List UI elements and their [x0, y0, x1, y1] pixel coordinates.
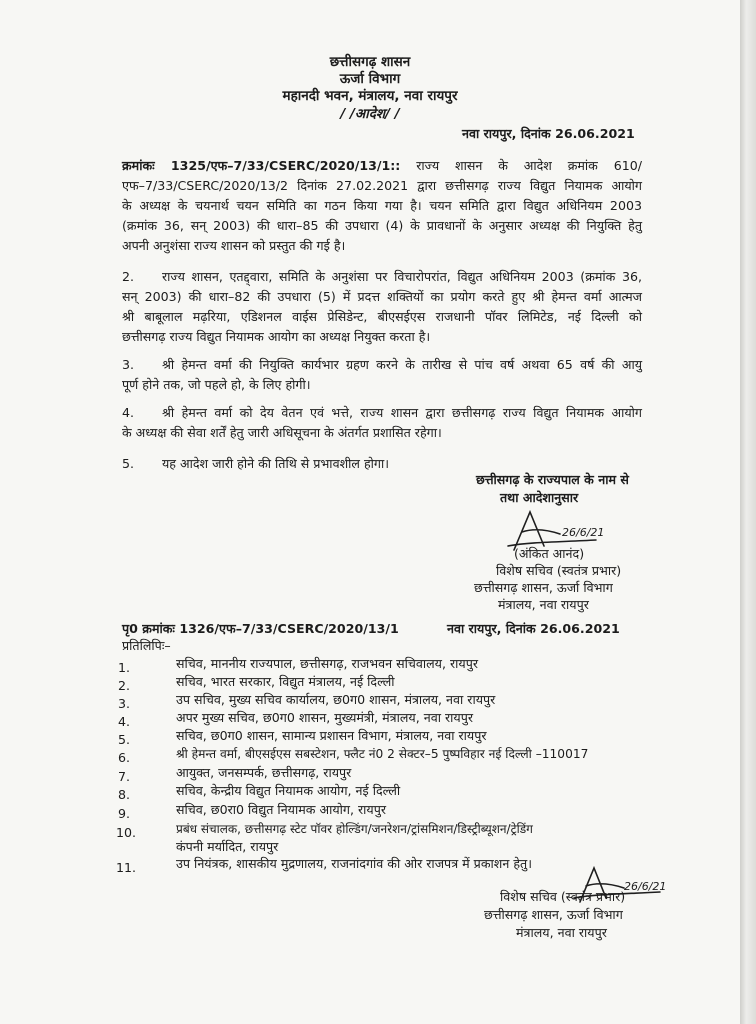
office-address: महानदी भवन, मंत्रालय, नवा रायपुर	[282, 88, 458, 104]
order-ref-number: क्रमांकः 1325/एफ–7/33/CSERC/2020/13/1::	[122, 158, 401, 173]
recipient-number: 10.	[116, 825, 137, 840]
recipient-text: आयुक्त, जनसम्पर्क, छत्तीसगढ़, रायपुर	[176, 765, 352, 780]
order-title: / /आदेश/ /	[340, 106, 400, 122]
recipient-text: उप नियंत्रक, शासकीय मुद्रणालय, राजनांदगांव की ओर राजपत्र में प्रकाशन हेतु।	[176, 856, 532, 871]
recipient-number: 9.	[118, 806, 131, 821]
recipient-number: 11.	[116, 860, 137, 875]
authority-line1: छत्तीसगढ़ के राज्यपाल के नाम से	[476, 472, 629, 487]
para4-line2: के अध्यक्ष की सेवा शर्तें हेतु जारी अधिसूचना के अंतर्गत प्रशासित रहेगा।	[122, 425, 442, 440]
signature-1-date: 26/6/21	[562, 526, 605, 539]
para1-line1-text: राज्य शासन के आदेश क्रमांक 610/	[416, 158, 642, 173]
recipient-text: श्री हेमन्त वर्मा, बीएसईएस सबस्टेशन, फ्लैट नं0 2 सेक्टर–5 पुष्पविहार नई दिल्ली –110017	[176, 747, 589, 761]
para3-number: 3.	[122, 357, 135, 372]
endorser-department: छत्तीसगढ़ शासन, ऊर्जा विभाग	[484, 907, 623, 922]
recipient-text: अपर मुख्य सचिव, छ0ग0 शासन, मुख्यमंत्री, मंत्रालय, नवा रायपुर	[176, 710, 474, 725]
recipient-number: 2.	[118, 678, 131, 693]
para1-line5: अपनी अनुशंसा राज्य शासन को प्रस्तुत की गई है।	[122, 238, 346, 253]
para2-number: 2.	[122, 269, 135, 284]
signature-2-date: 26/6/21	[624, 880, 667, 893]
recipient-number: 8.	[118, 787, 131, 802]
recipient-text: उप सचिव, मुख्य सचिव कार्यालय, छ0ग0 शासन, मंत्रालय, नवा रायपुर	[176, 692, 496, 707]
para4-number: 4.	[122, 405, 135, 420]
authority-line2: तथा आदेशानुसार	[500, 490, 579, 505]
signatory-place: मंत्रालय, नवा रायपुर	[498, 597, 589, 612]
copy-heading: प्रतिलिपिः–	[122, 638, 171, 653]
para2-line2: सन् 2003) की धारा–82 की उपधारा (5) में प्रदत्त शक्तियों का प्रयोग करते हुए श्री हेमन्त वर्मा आत्मज	[122, 289, 642, 304]
recipient-number: 1.	[118, 660, 131, 675]
para2-line1: राज्य शासन, एतद्द्वारा, समिति के अनुशंसा पर विचारोपरांत, विद्युत अधिनियम 2003 (क्रमांक 36,	[162, 269, 642, 284]
recipient-text: प्रबंध संचालक, छत्तीसगढ़ स्टेट पॉवर होल्डिंग/जनरेशन/ट्रांसमिशन/डिस्ट्रीब्यूशन/ट्रेडिंग	[176, 822, 533, 836]
recipient-number: 6.	[118, 750, 131, 765]
recipient-text-cont: कंपनी मर्यादित, रायपुर	[176, 839, 279, 854]
para5-line1: यह आदेश जारी होने की तिथि से प्रभावशील होगा।	[162, 456, 390, 471]
para4-line1: श्री हेमन्त वर्मा को देय वेतन एवं भत्ते, राज्य शासन द्वारा छत्तीसगढ़ राज्य विद्युत नियामक आयोग	[162, 405, 642, 420]
recipient-text: सचिव, छ0ग0 शासन, सामान्य प्रशासन विभाग, मंत्रालय, नवा रायपुर	[176, 728, 487, 743]
signatory-department: छत्तीसगढ़ शासन, ऊर्जा विभाग	[474, 580, 613, 595]
recipient-text: सचिव, माननीय राज्यपाल, छत्तीसगढ़, राजभवन सचिवालय, रायपुर	[176, 656, 479, 671]
page-edge-shadow	[740, 0, 756, 1024]
order-date: नवा रायपुर, दिनांक 26.06.2021	[462, 126, 635, 141]
recipient-text: सचिव, भारत सरकार, विद्युत मंत्रालय, नई दिल्ली	[176, 674, 395, 689]
signatory-designation: विशेष सचिव (स्वतंत्र प्रभार)	[496, 563, 622, 578]
department-name: ऊर्जा विभाग	[339, 71, 401, 87]
endorser-place: मंत्रालय, नवा रायपुर	[516, 925, 607, 940]
para2-line4: छत्तीसगढ़ राज्य विद्युत नियामक आयोग का अध्यक्ष नियुक्त करता है।	[122, 329, 431, 344]
endorser-designation: विशेष सचिव (स्वतंत्र प्रभार)	[500, 889, 626, 904]
endorsement-date: नवा रायपुर, दिनांक 26.06.2021	[447, 621, 620, 636]
recipient-text: सचिव, छ0रा0 विद्युत नियामक आयोग, रायपुर	[176, 802, 387, 817]
para1-line2: एफ–7/33/CSERC/2020/13/2 दिनांक 27.02.2021 द्वारा छत्तीसगढ़ राज्य विद्युत नियामक आयोग	[122, 178, 642, 193]
para3-line2: पूर्ण होने तक, जो पहले हो, के लिए होगी।	[122, 377, 311, 392]
recipient-number: 4.	[118, 714, 131, 729]
para1-line3: के अध्यक्ष के चयनार्थ चयन समिति का गठन किया गया है। चयन समिति द्वारा विद्युत अधिनियम 2003	[122, 198, 642, 213]
recipient-text: सचिव, केन्द्रीय विद्युत नियामक आयोग, नई दिल्ली	[176, 783, 401, 798]
para3-line1: श्री हेमन्त वर्मा की नियुक्ति कार्यभार ग्रहण करने के तारीख से पांच वर्ष अथवा 65 वर्ष की आयु	[162, 357, 642, 372]
recipient-number: 3.	[118, 696, 131, 711]
para2-line3: श्री बाबूलाल मढ़रिया, एडिशनल वाईस प्रेसिडेन्ट, बीएसईएस राजधानी पॉवर लिमिटेड, नई दिल्ली को	[122, 309, 642, 324]
para1-line1	[122, 158, 642, 174]
para5-number: 5.	[122, 456, 135, 471]
signatory-name: (अंकित आनंद)	[514, 546, 585, 561]
recipient-number: 7.	[118, 769, 131, 784]
para1-line4: (क्रमांक 36, सन् 2003) की धारा–85 की उपधारा (4) के प्रावधानों के अनुसार अध्यक्ष की नियुक्ति हेतु	[122, 218, 642, 233]
gov-name: छत्तीसगढ़ शासन	[329, 54, 411, 70]
recipient-number: 5.	[118, 732, 131, 747]
endorsement-ref: पृ0 क्रमांकः 1326/एफ–7/33/CSERC/2020/13/1	[122, 621, 399, 636]
